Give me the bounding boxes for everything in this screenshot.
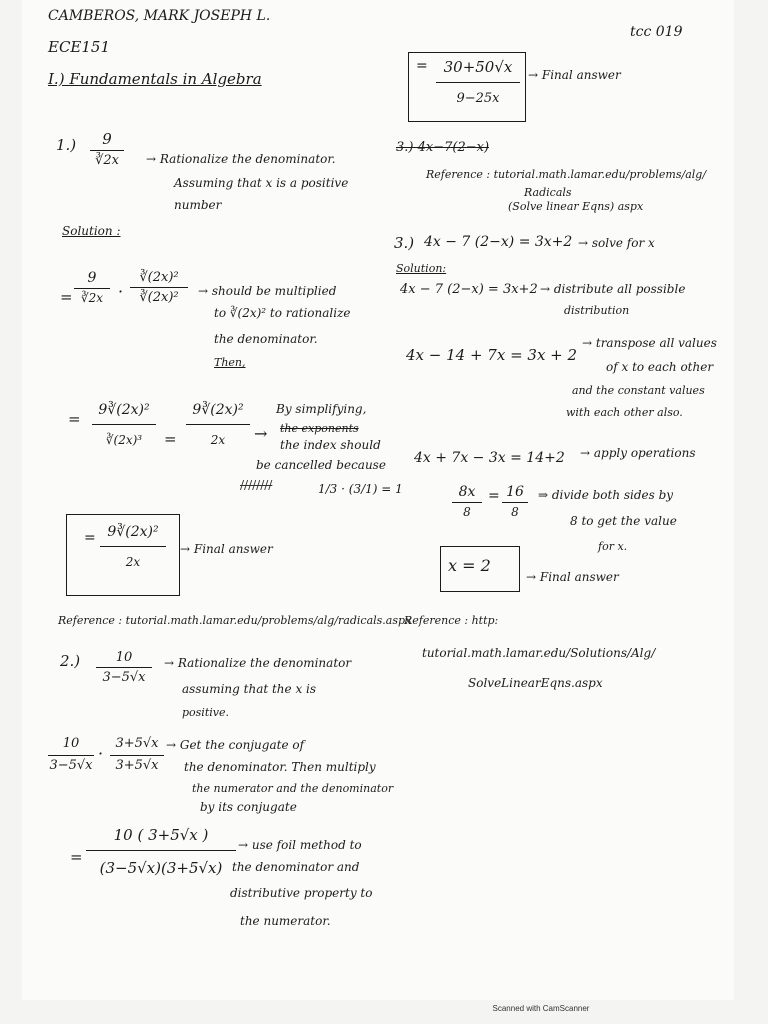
- step-3-4-numerator-right: 16: [506, 484, 524, 500]
- foil-desc-1: → use foil method to: [238, 838, 362, 852]
- final-answer-3: x = 2: [448, 556, 491, 575]
- step-2-denominator-a: ∛(2x)³: [105, 433, 143, 447]
- step-1-mult-denominator: ∛(2x)²: [139, 290, 179, 305]
- step-2-desc-2: the exponents: [280, 422, 359, 435]
- final-answer-2-fraction: [436, 58, 520, 106]
- reference-3-line-2: tutorial.math.lamar.edu/Solutions/Alg/: [422, 646, 656, 660]
- final-answer-1-label: → Final answer: [180, 542, 273, 556]
- final-answer-2-denominator: 9−25x: [456, 91, 500, 106]
- step-3-4-denominator-left: 8: [463, 505, 471, 519]
- step-3-4-desc-3: for x.: [598, 540, 628, 553]
- step-1-dot: ·: [118, 282, 124, 301]
- step-2-fraction-a: [92, 402, 156, 447]
- step-3-1-equation: 4x − 7 (2−x) = 3x+2: [400, 282, 538, 297]
- foil-desc-2: the denominator and: [232, 860, 360, 874]
- step-2-numerator-a: 9∛(2x)²: [98, 402, 150, 418]
- problem-1-desc-3: number: [174, 198, 222, 212]
- step-3-3-desc: → apply operations: [580, 446, 696, 460]
- step-2-desc-1: By simplifying,: [276, 402, 367, 416]
- scribble-mark: ////////: [240, 478, 273, 492]
- step-3-1-desc-2: distribution: [564, 304, 630, 317]
- step-2-numerator-b: 9∛(2x)²: [192, 402, 244, 418]
- problem-2-label: 2.): [60, 652, 81, 670]
- step-1-multiplier: [130, 270, 188, 305]
- step-3-2-desc-1: → transpose all values: [582, 336, 717, 350]
- conjugate-numerator: 10: [62, 736, 80, 751]
- problem-2-fraction: [96, 650, 152, 685]
- step-2-equals-2: =: [164, 430, 177, 448]
- step-2-desc-3: the index should: [280, 438, 381, 452]
- conjugate-denominator: 3−5√x: [49, 758, 93, 773]
- final-answer-1-fraction: [100, 524, 166, 569]
- student-name: CAMBEROS, MARK JOSEPH L.: [48, 8, 271, 24]
- step-2-equals: =: [68, 410, 81, 428]
- problem-2-desc-3: positive.: [182, 706, 229, 719]
- scanner-text: Scanned with CamScanner: [492, 1004, 590, 1013]
- conjugate-desc-1: → Get the conjugate of: [166, 738, 305, 752]
- step-3-2-desc-2: of x to each other: [606, 360, 714, 374]
- course-code: ECE151: [48, 38, 111, 56]
- step-3-4-numerator-left: 8x: [458, 484, 476, 500]
- problem-3-label: 3.): [394, 234, 415, 252]
- step-2-denominator-b: 2x: [210, 433, 226, 447]
- step-1-desc-3: the denominator.: [214, 332, 318, 346]
- reference-1: Reference : tutorial.math.lamar.edu/problems/alg/radicals.aspx: [58, 614, 412, 627]
- step-2-arrow: →: [254, 424, 268, 443]
- step-1-desc-4: Then,: [214, 356, 246, 369]
- problem-1-desc-1: → Rationalize the denominator.: [146, 152, 336, 166]
- step-1-equals: =: [60, 288, 73, 306]
- step-3-4-equals: =: [488, 488, 500, 504]
- step-2-desc-4: be cancelled because: [256, 458, 386, 472]
- conjugate-dot: ·: [98, 744, 104, 763]
- step-3-1-desc-1: → distribute all possible: [540, 282, 686, 296]
- final-answer-1-denominator: 2x: [125, 555, 141, 569]
- conjugate-desc-2: the denominator. Then multiply: [184, 760, 376, 774]
- problem-2-desc-1: → Rationalize the denominator: [164, 656, 352, 670]
- final-answer-2-equals: =: [416, 58, 428, 74]
- reference-2-line-3: (Solve linear Eqns) aspx: [508, 200, 644, 213]
- step-1-numerator: 9: [87, 270, 97, 286]
- step-3-4-fraction-left: [452, 484, 482, 519]
- conjugate-mult-denominator: 3+5√x: [115, 758, 159, 773]
- step-3-3-equation: 4x + 7x − 3x = 14+2: [414, 450, 565, 466]
- step-1-desc-2: to ∛(2x)² to rationalize: [214, 306, 351, 320]
- step-3-4-desc-1: ⇒ divide both sides by: [538, 488, 674, 502]
- reference-3-line-3: SolveLinearEqns.aspx: [468, 676, 603, 690]
- problem-3-desc: → solve for x: [578, 236, 655, 250]
- step-2-desc-5: 1/3 · (3/1) = 1: [318, 482, 403, 496]
- step-3-2-desc-3: and the constant values: [572, 384, 705, 397]
- foil-fraction: [86, 826, 236, 877]
- scanner-watermark: [0, 1004, 768, 1013]
- problem-2-denominator: 3−5√x: [102, 670, 146, 685]
- reference-2-line-1: Reference : tutorial.math.lamar.edu/problems/alg/: [426, 168, 707, 181]
- final-answer-2-label: → Final answer: [528, 68, 621, 82]
- final-answer-2-numerator: 30+50√x: [443, 58, 513, 76]
- reference-2-line-2: Radicals: [524, 186, 572, 199]
- foil-numerator: 10 ( 3+5√x ): [113, 826, 209, 844]
- conjugate-fraction: [48, 736, 94, 773]
- step-1-mult-numerator: ∛(2x)²: [139, 270, 179, 285]
- problem-2-numerator: 10: [115, 650, 133, 665]
- step-1-denominator: ∛2x: [80, 291, 104, 305]
- step-3-4-denominator-right: 8: [511, 505, 519, 519]
- conjugate-multiplier: [110, 736, 164, 773]
- problem-3-equation: 4x − 7 (2−x) = 3x+2: [424, 234, 573, 250]
- foil-desc-4: the numerator.: [240, 914, 331, 928]
- reference-3-line-1: Reference : http:: [404, 614, 499, 627]
- step-1-desc-1: → should be multiplied: [198, 284, 337, 298]
- problem-1-denominator: ∛2x: [95, 153, 119, 168]
- conjugate-desc-4: by its conjugate: [200, 800, 297, 814]
- conjugate-mult-numerator: 3+5√x: [115, 736, 159, 751]
- problem-1-numerator: 9: [102, 130, 112, 148]
- problem-2-desc-2: assuming that the x is: [182, 682, 317, 696]
- foil-desc-3: distributive property to: [230, 886, 373, 900]
- step-1-fraction: [74, 270, 110, 305]
- solution-label: Solution :: [62, 224, 121, 238]
- final-answer-1-numerator: 9∛(2x)²: [107, 524, 159, 540]
- step-3-4-fraction-right: [502, 484, 528, 519]
- solution-3-label: Solution:: [396, 262, 447, 275]
- step-3-2-equation: 4x − 14 + 7x = 3x + 2: [406, 346, 578, 364]
- step-3-4-desc-2: 8 to get the value: [570, 514, 677, 528]
- final-answer-3-label: → Final answer: [526, 570, 619, 584]
- foil-equals: =: [70, 848, 83, 866]
- problem-1-desc-2: Assuming that x is a positive: [174, 176, 349, 190]
- step-3-2-desc-4: with each other also.: [566, 406, 683, 419]
- conjugate-desc-3: the numerator and the denominator: [192, 782, 394, 795]
- final-answer-1-equals: =: [84, 530, 96, 546]
- date: tcc 019: [630, 24, 683, 40]
- problem-1-fraction: [90, 130, 124, 168]
- step-2-fraction-b: [186, 402, 250, 447]
- problem-3-struck: 3.) 4x−7(2−x): [396, 140, 490, 155]
- problem-1-label: 1.): [56, 136, 77, 154]
- foil-denominator: (3−5√x)(3+5√x): [99, 859, 223, 877]
- section-title: I.) Fundamentals in Algebra: [48, 70, 262, 88]
